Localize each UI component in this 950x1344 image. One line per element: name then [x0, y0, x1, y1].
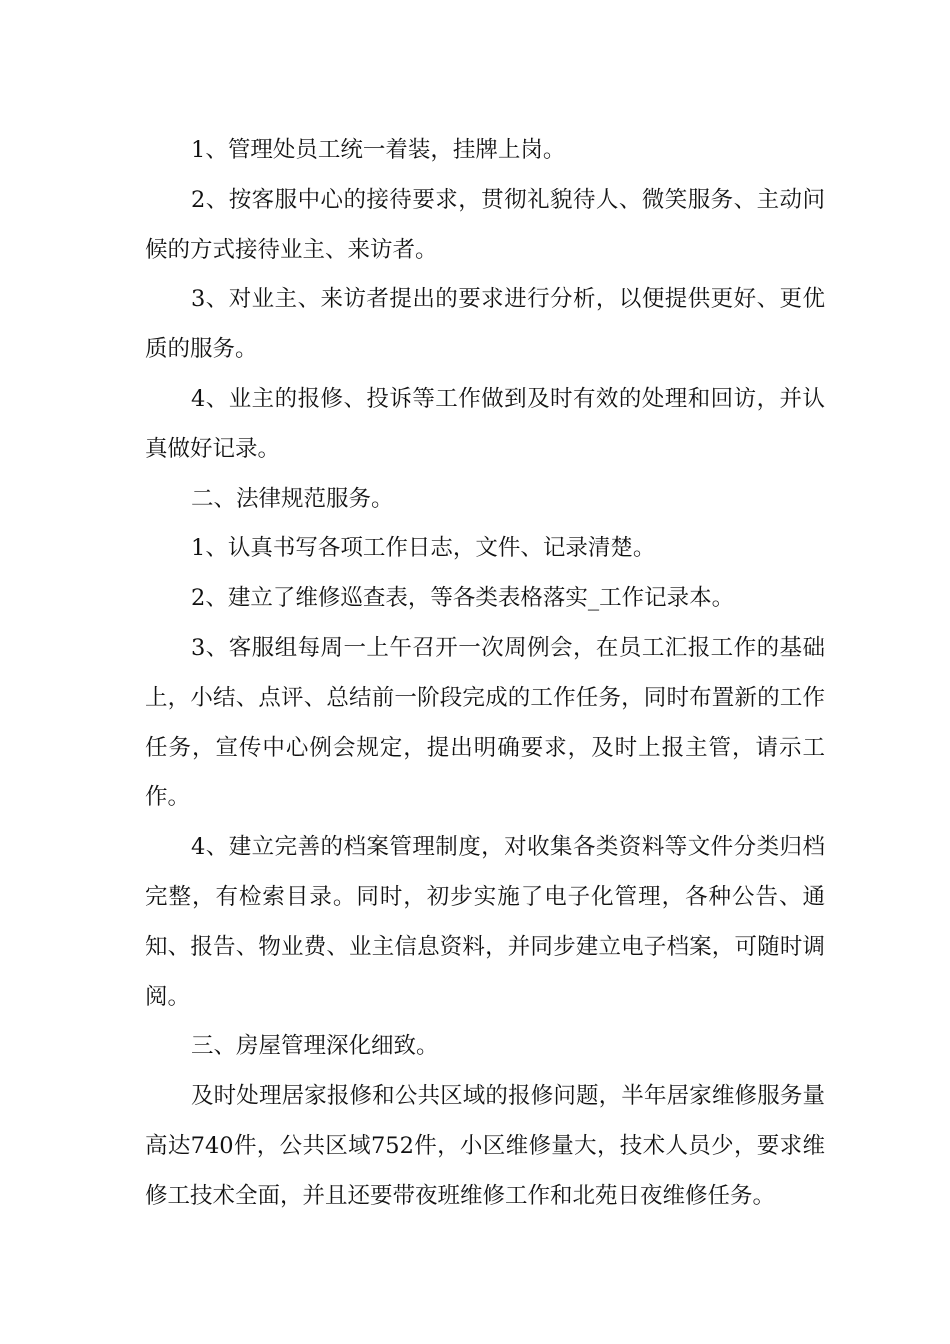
paragraph-request-analysis: 3、对业主、来访者提出的要求进行分析，以便提供更好、更优质的服务。 [145, 286, 825, 363]
paragraph-archive-management: 4、建立完善的档案管理制度，对收集各类资料等文件分类归档完整，有检索目录。同时，初步实施了电子化管理，各种公告、通知、报告、物业费、业主信息资料，并同步建立电子档案，可随时调阅。 [145, 834, 825, 1010]
paragraph-inspection-forms: 2、建立了维修巡查表，等各类表格落实_工作记录本。 [191, 585, 735, 612]
paragraph-work-logs: 1、认真书写各项工作日志，文件、记录清楚。 [191, 535, 656, 562]
section-heading-legal-service: 二、法律规范服务。 [191, 485, 394, 512]
paragraph-repair-complaints: 4、业主的报修、投诉等工作做到及时有效的处理和回访，并认真做好记录。 [145, 385, 825, 462]
document-body [145, 126, 825, 1222]
paragraph-weekly-meeting: 3、客服组每周一上午召开一次周例会，在员工汇报工作的基础上，小结、点评、总结前一阶段完成的工作任务，同时布置新的工作任务，宣传中心例会规定，提出明确要求，及时上报主管，请示工作。 [145, 634, 825, 811]
section-heading-housing-management: 三、房屋管理深化细致。 [191, 1033, 439, 1060]
paragraph-staff-uniform: 1、管理处员工统一着装，挂牌上岗。 [191, 137, 566, 163]
paragraph-repair-statistics: 及时处理居家报修和公共区域的报修问题，半年居家维修服务量高达740件，公共区域752件，小区维修量大，技术人员少，要求维修工技术全面，并且还要带夜班维修工作和北苑日夜维修任务。 [145, 1083, 825, 1209]
paragraph-reception-requirements: 2、按客服中心的接待要求，贯彻礼貌待人、微笑服务、主动问候的方式接待业主、来访者。 [145, 186, 825, 263]
